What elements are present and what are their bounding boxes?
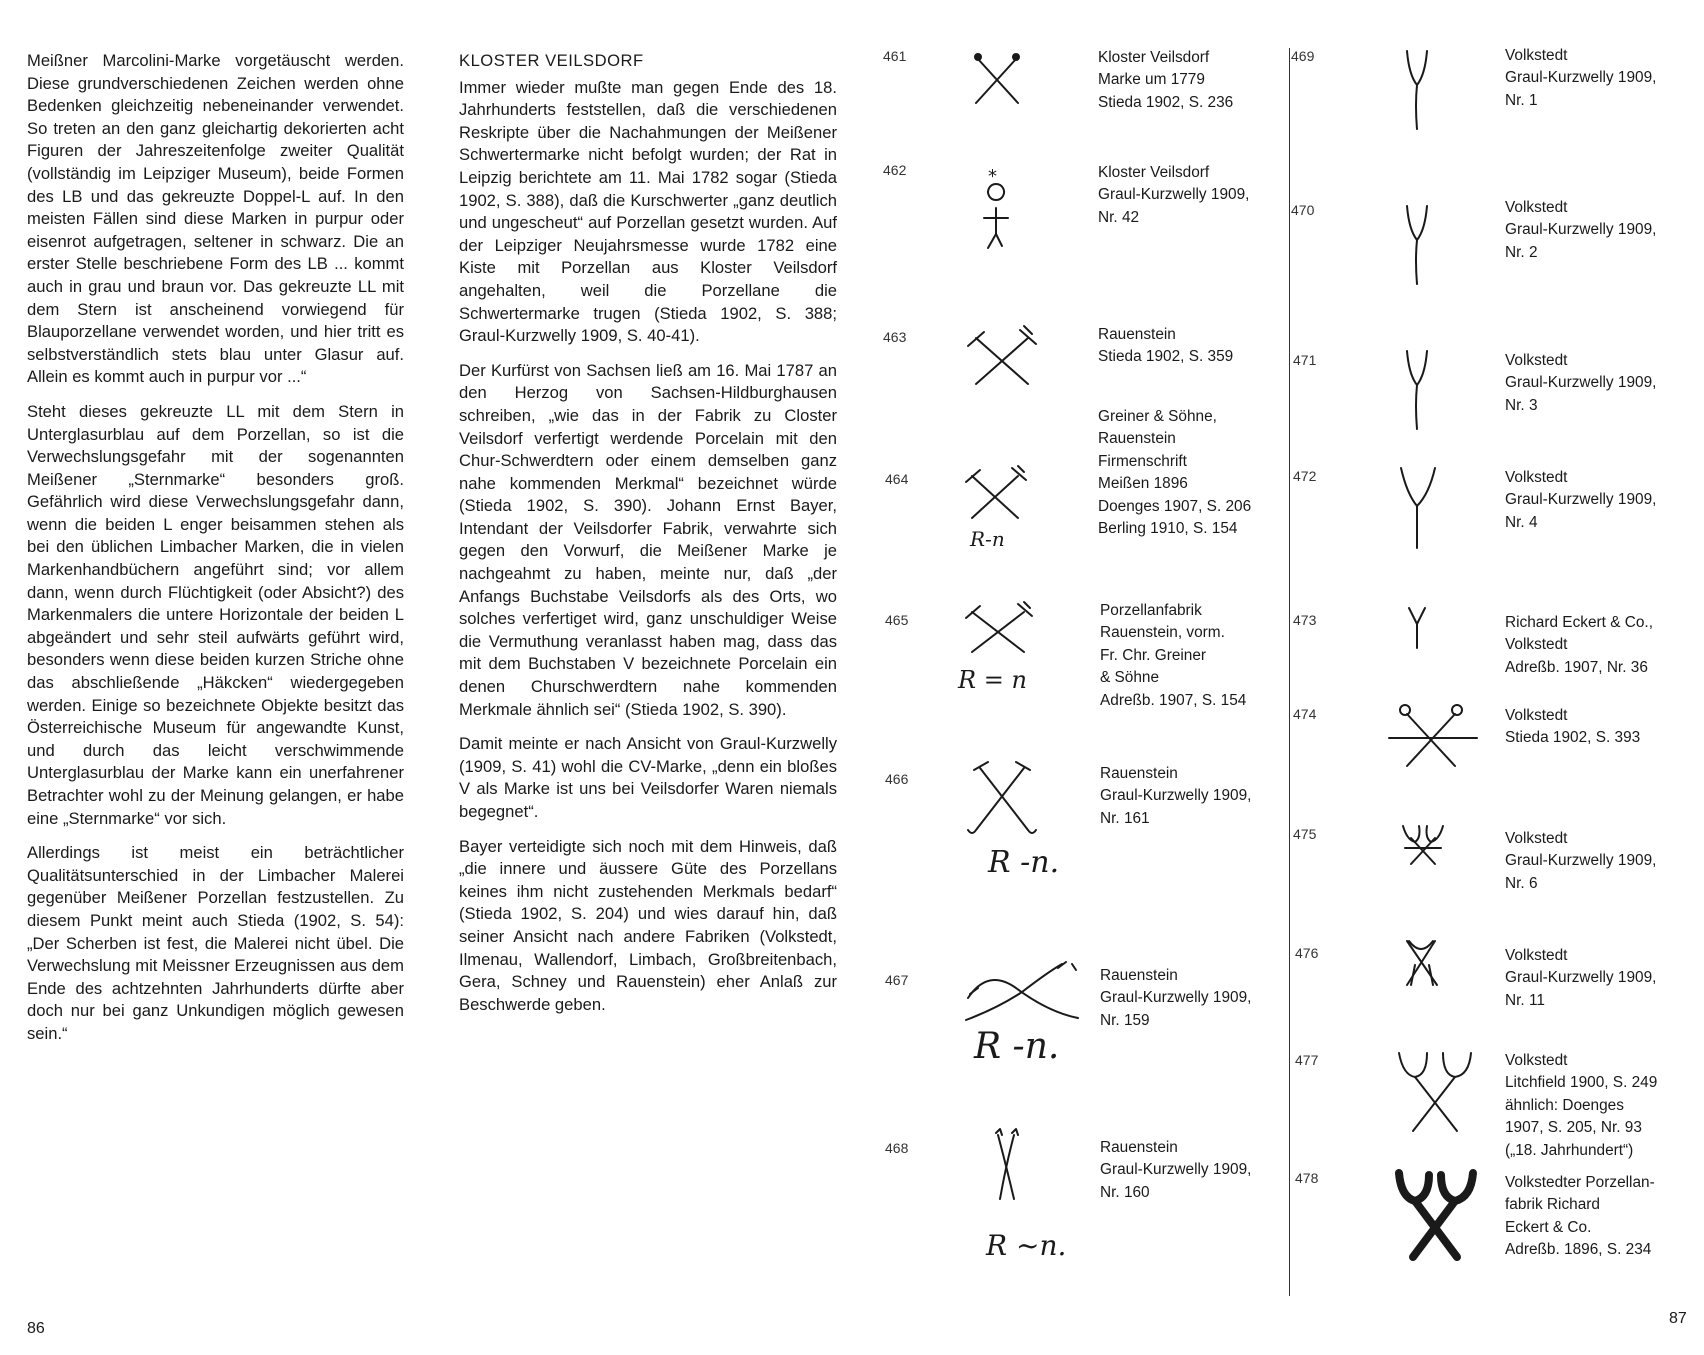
- mark-caption-line: Volkstedt: [1505, 1052, 1568, 1069]
- mark-caption-line: Stieda 1902, S. 236: [1098, 93, 1234, 111]
- mark-caption-line: Firmenschrift: [1098, 452, 1187, 470]
- mark-caption-line: Marke um 1779: [1098, 71, 1205, 89]
- paragraph: Damit meinte er nach Ansicht von Graul-Kurzwelly (1909, S. 41) wohl die CV-Marke, „denn ein bloßes V als Marke ist uns bei Veilsdorfer Waren niemals begegnet“.: [459, 734, 837, 821]
- mark-caption-line: Adreßb. 1896, S. 234: [1505, 1241, 1652, 1259]
- mark-caption-line: Nr. 2: [1505, 243, 1538, 261]
- crossed-swords-hilts-icon: [958, 320, 1048, 390]
- mark-caption-line: Porzellanfabrik: [1100, 602, 1202, 619]
- y-fork-mark-icon: [1385, 462, 1449, 554]
- mark-caption-line: Doenges 1907, S. 206: [1098, 497, 1252, 515]
- small-y-mark-icon: [1385, 604, 1449, 654]
- svg-text:*: *: [988, 166, 997, 187]
- mark-caption-line: Graul-Kurzwelly 1909,: [1100, 1161, 1252, 1179]
- mark-caption-line: Volkstedt: [1505, 352, 1568, 369]
- mark-caption-line: Graul-Kurzwelly 1909,: [1100, 787, 1252, 805]
- mark-caption-line: Volkstedt: [1505, 47, 1568, 64]
- narrow-crossed-lines-rn-icon: [958, 1125, 1067, 1265]
- mark-caption-line: Rauenstein: [1098, 326, 1176, 343]
- mark-caption-line: Richard Eckert & Co.,: [1505, 614, 1653, 631]
- mark-caption-line: Stieda 1902, S. 393: [1505, 729, 1641, 747]
- mark-caption-line: Graul-Kurzwelly 1909,: [1505, 69, 1657, 87]
- mark-caption-line: Nr. 11: [1505, 991, 1545, 1009]
- mark-caption-line: Rauenstein, vorm.: [1100, 624, 1225, 642]
- mark-number: 473: [1293, 612, 1317, 628]
- page-number-right: 87: [1669, 1310, 1687, 1327]
- mark-caption: [1098, 324, 1233, 369]
- mark-caption: [1505, 945, 1656, 1012]
- section-heading: KLOSTER VEILSDORF: [459, 51, 644, 70]
- mark-caption-line: Nr. 1: [1505, 91, 1538, 109]
- mark-number: 466: [885, 771, 909, 787]
- mark-number: 477: [1295, 1052, 1319, 1068]
- mark-caption-line: Adreßb. 1907, Nr. 36: [1505, 658, 1648, 676]
- mark-number: 465: [885, 612, 909, 628]
- mark-number: 464: [885, 471, 909, 487]
- left-page-column-2: [459, 50, 837, 1028]
- crossed-forks-small-icon: [1385, 818, 1461, 870]
- mark-caption: [1505, 1172, 1655, 1262]
- crossed-swords-rn-icon: [958, 462, 1038, 554]
- crossed-forks-mark-icon: [1385, 1045, 1485, 1137]
- paragraph: Allerdings ist meist ein beträchtlicher Qualitätsunterschied in der Limbacher Malerei gegenüber Meißener Porzellan festzustellen. Zu diesem Punkt meint auch Stieda (1902, S. 54): „Der Scherben ist fest, die Malerei nicht übel. Die Verwechslung mit Meissner Erzeugnissen aus dem Ende des achtzehnten Jahrhunderts dürfte aber doch nur bei ganz Unkundigen möglich gewesen sein.“: [27, 843, 404, 1043]
- mark-caption-line: Greiner & Söhne,: [1098, 408, 1217, 425]
- mark-caption-line: Rauenstein: [1100, 765, 1178, 782]
- mark-caption-line: Rauenstein: [1100, 1139, 1178, 1156]
- column-divider: [1289, 48, 1290, 1296]
- mark-number: 463: [883, 329, 907, 345]
- mark-glyph-text: R -n.: [974, 1026, 1060, 1067]
- mark-caption-line: fabrik Richard: [1505, 1196, 1600, 1214]
- fork-mark-icon: [1385, 45, 1449, 137]
- mark-caption: [1505, 1050, 1657, 1162]
- mark-glyph-text: R ~n.: [986, 1229, 1067, 1262]
- mark-caption-line: Litchfield 1900, S. 249: [1505, 1074, 1658, 1092]
- mark-caption-line: Volkstedter Porzellan-: [1505, 1174, 1655, 1191]
- left-page-column-1: [27, 50, 404, 1058]
- crossed-hooks-rn-icon: [958, 758, 1058, 882]
- paragraph: Der Kurfürst von Sachsen ließ am 16. Mai 1787 an den Herzog von Sachsen-Hildburghausen schreiben, „wie das in der Fabrik zu Closter Veilsdorf verfertigt werdende Porcelain mit den Chur-Schwerdtern oder einem demselben ganz nahe kommenden Merkmal“ bezeichnet würde (Stieda 1902, S. 390). Johann Ernst Bayer, Intendant der Veilsdorfer Fabrik, verwahrte sich gegen den Vorwurf, die Meißener Marke je nachgeahmt zu haben, meinte nur, daß „der Anfangs Buchstabe Veilsdorfs als des Orts, wo solches verfertiget wird, ganz unschuldiger Weise die Vermuthung veranlasst haben mag, dass das mit dem Buchstaben V bezeichnete Porcelain ein denen Churschwerdtern nahe kommenden Merkmale ähnlich sei“ (Stieda 1902, S. 390).: [459, 360, 837, 719]
- mark-number: 476: [1295, 945, 1319, 961]
- mark-caption-line: Volkstedt: [1505, 947, 1568, 964]
- paragraph: Bayer verteidigte sich noch mit dem Hinweis, daß „die innere und äussere Güte des Porzellans keines ihm nicht zustehenden Merkmals bedarf“ (Stieda 1902, S. 204) und wies darauf hin, daß seiner Ansicht nach andere Fabriken (Volkstedt, Ilmenau, Wallendorf, Limbach, Großbreitenbach, Gera, Schney und Rauenstein) eher Anlaß zur Beschwerde geben.: [459, 836, 837, 1014]
- mark-caption: [1100, 763, 1251, 830]
- paragraph: Steht dieses gekreuzte LL mit dem Stern in Unterglasurblau auf dem Porzellan, so ist die Verwechslungsgefahr mit der sogenannten Meißener „Sternmarke“ besonders groß. Gefährlich wird diese Verwechslungsgefahr dann, wenn die beiden L enger beisammen stehen als bei den üblichen Limbacher Marken, die in vielen Markenhandbüchern angeführt sind; vor allem dann, wenn durch Flüchtigkeit (oder Absicht?) des Markenmalers die untere Horizontale der beiden L abgeändert und sehr steil aufwärts geführt wird, besonders wenn diese beiden kurzen Striche ohne das abschließende „Häkcken“ wiedergegeben werden. Einige so bezeichnete Objekte besitzt das Österreichische Museum für angewandte Kunst, und durch das leicht verschwimmende Unterglasurblau der Marke kann ein unerfahrener Betrachter wohl zu der Meinung gelangen, er habe eine „Sternmarke“ vor sich.: [27, 401, 404, 828]
- mark-caption-line: Adreßb. 1907, S. 154: [1100, 691, 1247, 709]
- mark-number: 467: [885, 972, 909, 988]
- mark-caption: [1100, 965, 1251, 1032]
- mark-number: 475: [1293, 826, 1317, 842]
- mark-caption-line: & Söhne: [1100, 669, 1160, 687]
- mark-caption-line: Rauenstein: [1098, 430, 1176, 448]
- paragraph: Meißner Marcolini-Marke vorgetäuscht werden. Diese grundverschiedenen Zeichen werden ohne Bedenken gleichzeitig nebeneinander verwendet. So treten an den ganz gleichartig dekorierten acht Figuren der Jahreszeitenfolge zweiter Qualität (vollständig im Leipziger Museum), beide Formen des LB und das gekreuzte Doppel-L auf. In den meisten Fällen sind diese Marken in purpur oder eisenrot aufgetragen, seltener in schwarz. Die an erster Stelle beschriebene Form des LB ... kommt auch in grau und braun vor. Das gekreuzte LL mit dem Stern ist anscheinend vorwiegend für Blauporzellane verwendet worden, und hier tritt es selbstverständlich stets blau unter Glasur auf. Allein es kommt auch in purpur vor ...“: [27, 51, 404, 387]
- mark-caption: [1100, 600, 1246, 712]
- mark-caption-line: Volkstedt: [1505, 707, 1568, 724]
- star-figure-mark-icon: [958, 160, 1034, 252]
- crossed-swords-knobs-icon: [958, 45, 1038, 109]
- mark-caption: [1505, 197, 1656, 264]
- mark-caption-line: Nr. 160: [1100, 1183, 1150, 1201]
- mark-caption: [1505, 612, 1653, 679]
- mark-number: 468: [885, 1140, 909, 1156]
- crossed-lines-rings-icon: [1385, 700, 1481, 772]
- mark-caption-line: („18. Jahrhundert“): [1505, 1141, 1634, 1159]
- mark-caption-line: Rauenstein: [1100, 967, 1178, 984]
- mark-caption: [1505, 705, 1640, 750]
- mark-caption-line: Eckert & Co.: [1505, 1218, 1592, 1236]
- mark-caption: [1505, 45, 1656, 112]
- mark-number: 470: [1291, 202, 1315, 218]
- mark-caption-line: Meißen 1896: [1098, 475, 1188, 493]
- mark-caption: [1098, 406, 1251, 540]
- mark-caption-line: Nr. 42: [1098, 208, 1140, 226]
- fork-mark-icon: [1385, 345, 1449, 437]
- mark-caption: [1098, 47, 1233, 114]
- mark-caption-line: Graul-Kurzwelly 1909,: [1505, 969, 1657, 987]
- mark-caption-line: Stieda 1902, S. 359: [1098, 348, 1234, 366]
- mark-caption-line: Volkstedt: [1505, 636, 1568, 654]
- fork-mark-icon: [1385, 200, 1449, 292]
- mark-number: 461: [883, 48, 907, 64]
- mark-caption-line: Graul-Kurzwelly 1909,: [1098, 186, 1250, 204]
- wide-crossed-lines-rn-icon: [958, 958, 1088, 1068]
- mark-caption-line: 1907, S. 205, Nr. 93: [1505, 1119, 1642, 1137]
- mark-caption-line: Fr. Chr. Greiner: [1100, 646, 1207, 664]
- mark-caption-line: Nr. 6: [1505, 874, 1538, 892]
- mark-caption-line: Nr. 3: [1505, 396, 1538, 414]
- mark-number: 471: [1293, 352, 1317, 368]
- paragraph: Immer wieder mußte man gegen Ende des 18. Jahrhunderts feststellen, daß die verschiedenen Reskripte über die Nachahmungen der Meißener Schwertermarke nicht befolgt wurden; der Rat in Leipzig berichtete am 11. Mai 1782 sogar (Stieda 1902, S. 388), daß die Kurschwerter „ganz deutlich und ungescheut“ auf Porzellan gesetzt wurden. Auf der Leipziger Neujahrsmesse wurde 1782 eine Kiste mit Porzellan aus Kloster Veilsdorf angehalten, weil die Porzellane die Schwertermarke trugen (Stieda 1902, S. 388; Graul-Kurzwelly 1909, S. 40-41).: [459, 77, 837, 346]
- mark-number: 478: [1295, 1170, 1319, 1186]
- mark-caption-line: Volkstedt: [1505, 830, 1568, 847]
- mark-caption: [1505, 467, 1656, 534]
- mark-number: 469: [1291, 48, 1315, 64]
- crossed-swords-r-equals-n-icon: [958, 600, 1048, 696]
- mark-caption: [1098, 162, 1249, 229]
- mark-number: 474: [1293, 706, 1317, 722]
- bold-crossed-forks-icon: [1385, 1165, 1485, 1265]
- mark-caption-line: Berling 1910, S. 154: [1098, 520, 1238, 538]
- mark-caption-line: Volkstedt: [1505, 469, 1568, 486]
- mark-caption-line: Volkstedt: [1505, 199, 1568, 216]
- mark-caption: [1505, 828, 1656, 895]
- mark-caption-line: Graul-Kurzwelly 1909,: [1505, 491, 1657, 509]
- mark-number: 462: [883, 162, 907, 178]
- mark-caption-line: Graul-Kurzwelly 1909,: [1100, 989, 1252, 1007]
- mark-number: 472: [1293, 468, 1317, 484]
- mark-glyph-text: R -n.: [988, 845, 1060, 880]
- mark-glyph-text: R-n: [970, 527, 1005, 551]
- mark-caption-line: ähnlich: Doenges: [1505, 1096, 1624, 1114]
- mark-glyph-text: R = n: [958, 666, 1027, 694]
- mark-caption-line: Nr. 159: [1100, 1011, 1150, 1029]
- mark-caption: [1100, 1137, 1251, 1204]
- mark-caption-line: Kloster Veilsdorf: [1098, 49, 1210, 66]
- page-number-left: 86: [27, 1320, 45, 1337]
- mark-caption-line: Graul-Kurzwelly 1909,: [1505, 221, 1657, 239]
- mark-caption-line: Nr. 4: [1505, 513, 1538, 531]
- mark-caption-line: Nr. 161: [1100, 809, 1150, 827]
- mark-caption-line: Kloster Veilsdorf: [1098, 164, 1210, 181]
- mark-caption: [1505, 350, 1656, 417]
- mark-caption-line: Graul-Kurzwelly 1909,: [1505, 374, 1657, 392]
- crossed-loop-mark-icon: [1385, 935, 1459, 991]
- mark-caption-line: Graul-Kurzwelly 1909,: [1505, 852, 1657, 870]
